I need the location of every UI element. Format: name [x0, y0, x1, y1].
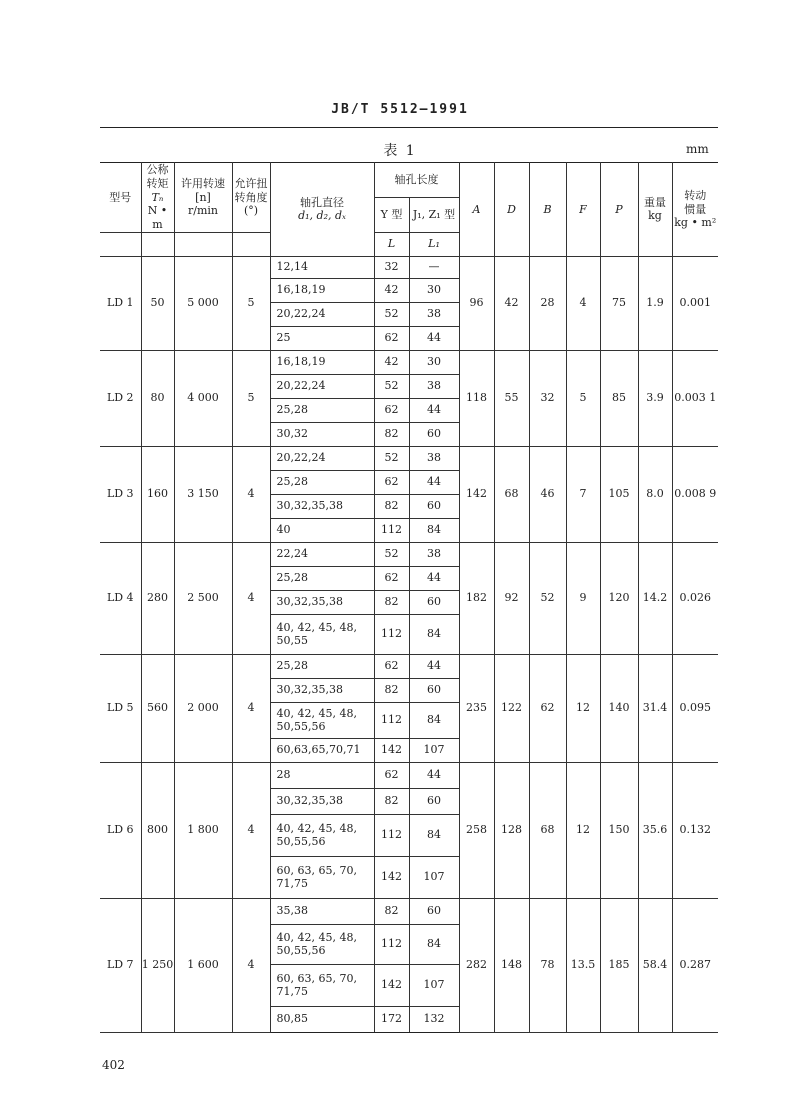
length-l1-cell: 44 [409, 654, 459, 678]
length-l1-cell: 107 [409, 856, 459, 898]
col-angle-line: (°) [243, 204, 259, 218]
length-l1-cell: 44 [409, 326, 459, 350]
f-cell: 4 [566, 256, 600, 350]
a-cell: 118 [459, 350, 494, 446]
bore-diameter-cell: 25,28 [270, 566, 374, 590]
torque-cell: 560 [141, 654, 174, 762]
table-row [100, 256, 718, 278]
length-l-cell: 62 [374, 654, 409, 678]
torque-cell: 50 [141, 256, 174, 350]
inertia-cell: 0.008 9 [672, 446, 718, 542]
table-row [100, 654, 718, 678]
length-l-cell: 82 [374, 788, 409, 814]
col-P: P [600, 163, 638, 257]
weight-cell: 14.2 [638, 542, 672, 654]
angle-cell: 4 [232, 446, 270, 542]
b-cell: 32 [529, 350, 566, 446]
table-row [100, 350, 718, 374]
length-l1-cell: 30 [409, 350, 459, 374]
a-cell: 235 [459, 654, 494, 762]
f-cell: 13.5 [566, 898, 600, 1032]
a-cell: 282 [459, 898, 494, 1032]
col-torque-line: 转矩 [146, 176, 169, 190]
standard-number: JB/T 5512—1991 [331, 102, 469, 117]
speed-cell: 3 150 [174, 446, 232, 542]
length-l1-cell: 84 [409, 702, 459, 738]
length-l-cell: 62 [374, 566, 409, 590]
bore-diameter-cell: 30,32,35,38 [270, 678, 374, 702]
weight-cell: 8.0 [638, 446, 672, 542]
d-cell: 122 [494, 654, 529, 762]
length-l1-cell: 84 [409, 614, 459, 654]
f-cell: 12 [566, 654, 600, 762]
bore-diameter-cell: 80,85 [270, 1006, 374, 1032]
angle-cell: 4 [232, 542, 270, 654]
length-l1-cell: 60 [409, 590, 459, 614]
angle-cell: 5 [232, 256, 270, 350]
b-cell: 68 [529, 762, 566, 898]
length-l-cell: 112 [374, 814, 409, 856]
col-bore-line: 轴孔直径 [300, 195, 344, 209]
weight-cell: 58.4 [638, 898, 672, 1032]
f-cell: 7 [566, 446, 600, 542]
torque-cell: 80 [141, 350, 174, 446]
model-cell: LD 6 [100, 762, 141, 898]
bore-diameter-cell: 25,28 [270, 470, 374, 494]
length-l1-cell: 60 [409, 788, 459, 814]
length-l1-cell: 44 [409, 566, 459, 590]
col-torque-line: N • m [147, 204, 168, 231]
bore-diameter-cell: 16,18,19 [270, 278, 374, 302]
angle-cell: 5 [232, 350, 270, 446]
weight-cell: 1.9 [638, 256, 672, 350]
col-speed-line: 许用转速 [181, 176, 225, 190]
col-D: D [494, 163, 529, 257]
length-l-cell: 112 [374, 702, 409, 738]
model-cell: LD 1 [100, 256, 141, 350]
col-inertia-line: 惯量 [684, 202, 707, 216]
length-l1-cell: 132 [409, 1006, 459, 1032]
length-l1-cell: 60 [409, 422, 459, 446]
f-cell: 5 [566, 350, 600, 446]
a-cell: 182 [459, 542, 494, 654]
p-cell: 150 [600, 762, 638, 898]
length-l-cell: 52 [374, 302, 409, 326]
length-l1-cell: 60 [409, 678, 459, 702]
torque-cell: 800 [141, 762, 174, 898]
length-l-cell: 82 [374, 678, 409, 702]
col-weight [638, 163, 672, 257]
d-cell: 55 [494, 350, 529, 446]
inertia-cell: 0.001 [672, 256, 718, 350]
length-l-cell: 112 [374, 924, 409, 964]
bore-diameter-cell: 40, 42, 45, 48, 50,55,56 [270, 814, 374, 856]
f-cell: 12 [566, 762, 600, 898]
model-cell: LD 3 [100, 446, 141, 542]
col-A: A [459, 163, 494, 257]
header-rule [100, 127, 718, 128]
col-model: 型号 [100, 163, 141, 233]
bore-diameter-cell: 22,24 [270, 542, 374, 566]
col-torque [141, 163, 174, 233]
bore-diameter-cell: 60,63,65,70,71 [270, 738, 374, 762]
col-bore-line: d₁, d₂, dₓ [298, 209, 346, 223]
a-cell: 142 [459, 446, 494, 542]
length-l1-cell: 30 [409, 278, 459, 302]
bore-diameter-cell: 20,22,24 [270, 302, 374, 326]
f-cell: 9 [566, 542, 600, 654]
col-jz-type: J₁, Z₁ 型 [409, 197, 459, 232]
length-l-cell: 82 [374, 590, 409, 614]
model-cell: LD 7 [100, 898, 141, 1032]
length-l1-cell: 38 [409, 446, 459, 470]
table-caption: 表 1 [383, 143, 417, 159]
bore-diameter-cell: 25,28 [270, 398, 374, 422]
length-l-cell: 52 [374, 446, 409, 470]
model-cell: LD 4 [100, 542, 141, 654]
length-l-cell: 62 [374, 762, 409, 788]
length-l-cell: 62 [374, 470, 409, 494]
length-l1-cell: 107 [409, 964, 459, 1006]
col-L: L [374, 232, 409, 256]
page-number: 402 [102, 1058, 125, 1072]
angle-cell: 4 [232, 898, 270, 1032]
col-inertia-line: 转动 [684, 188, 707, 202]
speed-cell: 5 000 [174, 256, 232, 350]
length-l-cell: 52 [374, 542, 409, 566]
length-l1-cell: 84 [409, 814, 459, 856]
length-l1-cell: 60 [409, 898, 459, 924]
coupling-spec-table [100, 162, 718, 1033]
table-row [100, 762, 718, 788]
length-l-cell: 62 [374, 398, 409, 422]
model-cell: LD 5 [100, 654, 141, 762]
length-l1-cell: 38 [409, 374, 459, 398]
col-length-group: 轴孔长度 [374, 163, 459, 198]
speed-cell: 4 000 [174, 350, 232, 446]
bore-diameter-cell: 60, 63, 65, 70, 71,75 [270, 856, 374, 898]
bore-diameter-cell: 40, 42, 45, 48, 50,55,56 [270, 702, 374, 738]
speed-cell: 2 500 [174, 542, 232, 654]
col-torque-line: 公称 [146, 163, 169, 176]
length-l-cell: 142 [374, 738, 409, 762]
d-cell: 92 [494, 542, 529, 654]
length-l-cell: 62 [374, 326, 409, 350]
torque-cell: 160 [141, 446, 174, 542]
col-speed-line: r/min [188, 204, 218, 218]
length-l-cell: 142 [374, 856, 409, 898]
torque-cell: 1 250 [141, 898, 174, 1032]
d-cell: 68 [494, 446, 529, 542]
length-l1-cell: 44 [409, 398, 459, 422]
col-torque-line: Tₙ [151, 190, 164, 204]
table-row [100, 542, 718, 566]
col-speed [174, 163, 232, 233]
speed-cell: 1 800 [174, 762, 232, 898]
length-l-cell: 172 [374, 1006, 409, 1032]
length-l1-cell: 44 [409, 762, 459, 788]
col-inertia [672, 163, 718, 257]
length-l-cell: 32 [374, 256, 409, 278]
inertia-cell: 0.287 [672, 898, 718, 1032]
bore-diameter-cell: 30,32,35,38 [270, 590, 374, 614]
inertia-cell: 0.026 [672, 542, 718, 654]
weight-cell: 35.6 [638, 762, 672, 898]
p-cell: 75 [600, 256, 638, 350]
col-angle-line: 转角度 [234, 190, 268, 204]
angle-cell: 4 [232, 654, 270, 762]
col-angle-line: 允许扭 [234, 176, 268, 190]
weight-cell: 3.9 [638, 350, 672, 446]
bore-diameter-cell: 30,32,35,38 [270, 788, 374, 814]
bore-diameter-cell: 40 [270, 518, 374, 542]
length-l1-cell: 60 [409, 494, 459, 518]
length-l1-cell: 44 [409, 470, 459, 494]
p-cell: 105 [600, 446, 638, 542]
length-l1-cell: 38 [409, 302, 459, 326]
length-l1-cell: 107 [409, 738, 459, 762]
col-L1: L₁ [409, 232, 459, 256]
inertia-cell: 0.095 [672, 654, 718, 762]
a-cell: 96 [459, 256, 494, 350]
bore-diameter-cell: 25,28 [270, 654, 374, 678]
weight-cell: 31.4 [638, 654, 672, 762]
bore-diameter-cell: 20,22,24 [270, 374, 374, 398]
a-cell: 258 [459, 762, 494, 898]
table-row [100, 898, 718, 924]
length-l1-cell: — [409, 256, 459, 278]
b-cell: 52 [529, 542, 566, 654]
p-cell: 185 [600, 898, 638, 1032]
col-B: B [529, 163, 566, 257]
length-l-cell: 82 [374, 422, 409, 446]
inertia-cell: 0.132 [672, 762, 718, 898]
bore-diameter-cell: 12,14 [270, 256, 374, 278]
col-y-type: Y 型 [374, 197, 409, 232]
table-row [100, 446, 718, 470]
torque-cell: 280 [141, 542, 174, 654]
length-l-cell: 142 [374, 964, 409, 1006]
b-cell: 62 [529, 654, 566, 762]
b-cell: 46 [529, 446, 566, 542]
d-cell: 128 [494, 762, 529, 898]
bore-diameter-cell: 20,22,24 [270, 446, 374, 470]
length-l1-cell: 84 [409, 924, 459, 964]
bore-diameter-cell: 25 [270, 326, 374, 350]
col-weight-line: 重量 [644, 195, 666, 209]
length-l1-cell: 38 [409, 542, 459, 566]
col-inertia-line: kg • m² [674, 216, 717, 230]
speed-cell: 2 000 [174, 654, 232, 762]
b-cell: 28 [529, 256, 566, 350]
p-cell: 85 [600, 350, 638, 446]
col-F: F [566, 163, 600, 257]
inertia-cell: 0.003 1 [672, 350, 718, 446]
bore-diameter-cell: 30,32,35,38 [270, 494, 374, 518]
length-l-cell: 42 [374, 278, 409, 302]
bore-diameter-cell: 40, 42, 45, 48, 50,55 [270, 614, 374, 654]
bore-diameter-cell: 35,38 [270, 898, 374, 924]
length-l-cell: 52 [374, 374, 409, 398]
bore-diameter-cell: 40, 42, 45, 48, 50,55,56 [270, 924, 374, 964]
col-angle [232, 163, 270, 233]
length-l-cell: 42 [374, 350, 409, 374]
bore-diameter-cell: 60, 63, 65, 70, 71,75 [270, 964, 374, 1006]
col-bore [270, 163, 374, 257]
angle-cell: 4 [232, 762, 270, 898]
speed-cell: 1 600 [174, 898, 232, 1032]
col-weight-line: kg [648, 209, 662, 223]
unit-label: mm [686, 142, 709, 156]
d-cell: 148 [494, 898, 529, 1032]
length-l1-cell: 84 [409, 518, 459, 542]
p-cell: 140 [600, 654, 638, 762]
p-cell: 120 [600, 542, 638, 654]
d-cell: 42 [494, 256, 529, 350]
bore-diameter-cell: 28 [270, 762, 374, 788]
length-l-cell: 82 [374, 494, 409, 518]
bore-diameter-cell: 30,32 [270, 422, 374, 446]
length-l-cell: 82 [374, 898, 409, 924]
model-cell: LD 2 [100, 350, 141, 446]
length-l-cell: 112 [374, 614, 409, 654]
header-row [100, 163, 718, 198]
b-cell: 78 [529, 898, 566, 1032]
length-l-cell: 112 [374, 518, 409, 542]
col-speed-line: [n] [195, 190, 211, 204]
bore-diameter-cell: 16,18,19 [270, 350, 374, 374]
